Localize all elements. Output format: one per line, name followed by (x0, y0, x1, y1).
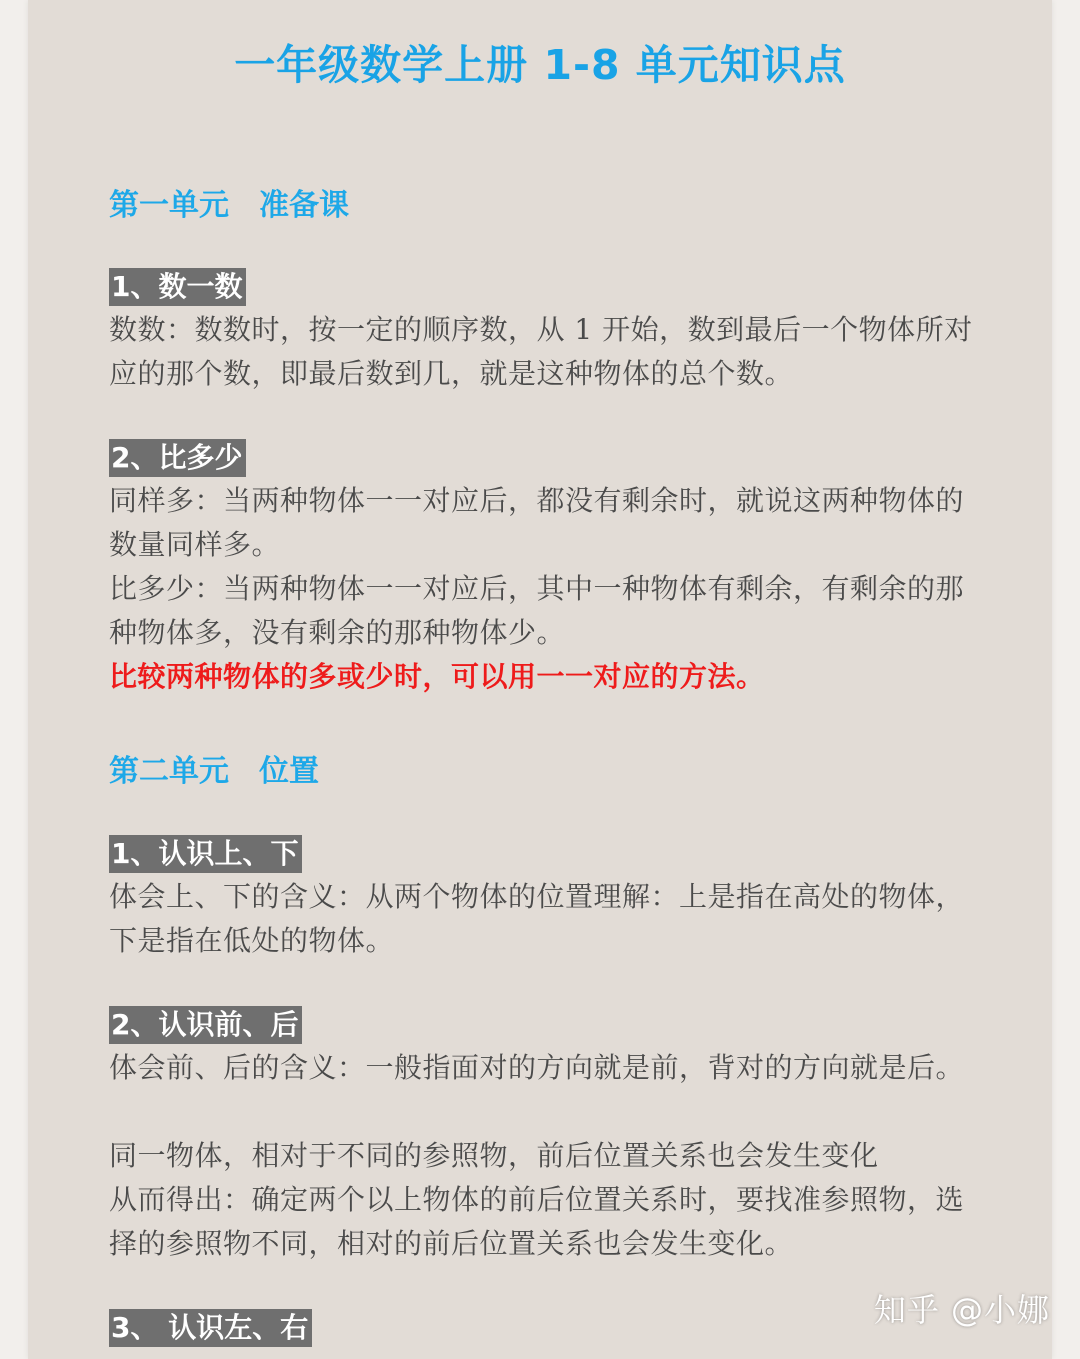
paragraph-front-back: 体会前、后的含义：一般指面对的方向就是前，背对的方向就是后。 (109, 1051, 965, 1084)
paragraph-up-down: 体会上、下的含义：从两个物体的位置理解：上是指在高处的物体，下是指在低处的物体。 (109, 880, 965, 957)
paragraph-conclusion: 从而得出：确定两个以上物体的前后位置关系时，要找准参照物，选择的参照物不同，相对的前后位置关系也会发生变化。 (109, 1183, 965, 1260)
paragraph-reference: 同一物体，相对于不同的参照物，前后位置关系也会发生变化 (109, 1139, 879, 1172)
unit-heading-2: 第二单元 位置 (109, 754, 319, 789)
section-heading-front-back: 2、认识前、后 (109, 1006, 302, 1044)
document-title: 一年级数学上册 1-8 单元知识点 (234, 41, 846, 89)
section-heading-left-right: 3、 认识左、右 (109, 1309, 312, 1347)
section-heading-up-down: 1、认识上、下 (109, 835, 302, 873)
unit-heading-1: 第一单元 准备课 (109, 188, 349, 223)
section-heading-count: 1、数一数 (109, 268, 246, 306)
paragraph-counting: 数数：数数时，按一定的顺序数，从 1 开始，数到最后一个物体所对应的那个数，即最后数到几，就是这种物体的总个数。 (109, 313, 973, 390)
highlight-note: 比较两种物体的多或少时，可以用一一对应的方法。 (109, 660, 765, 693)
section-heading-compare: 2、比多少 (109, 439, 246, 477)
watermark: 知乎 @小娜 (873, 1291, 1050, 1329)
paragraph-same-amount: 同样多：当两种物体一一对应后，都没有剩余时，就说这两种物体的数量同样多。 (109, 484, 965, 561)
paragraph-more-less: 比多少：当两种物体一一对应后，其中一种物体有剩余，有剩余的那种物体多，没有剩余的那种物体少。 (109, 572, 965, 649)
